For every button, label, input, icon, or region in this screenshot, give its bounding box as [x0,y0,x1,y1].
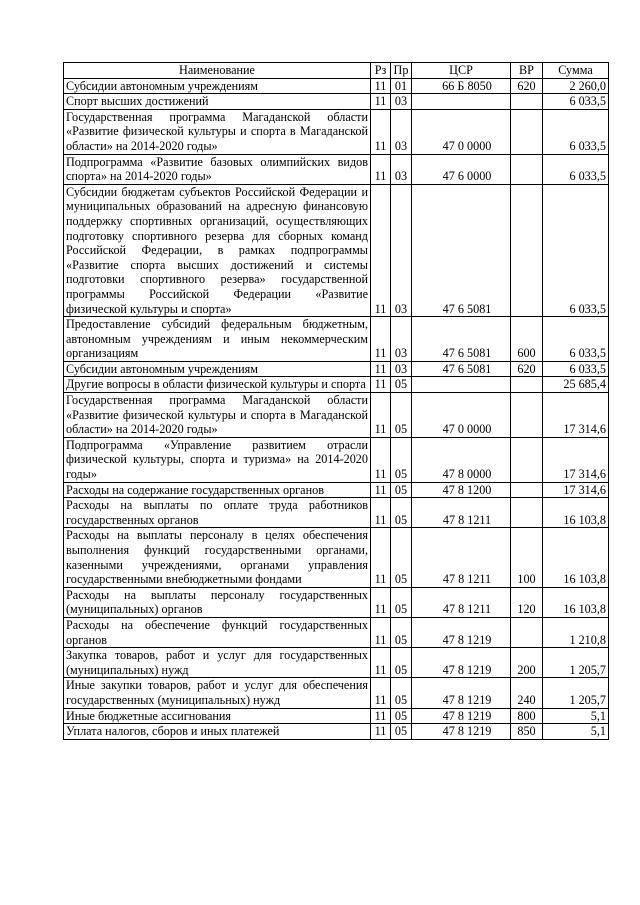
cell-sum: 2 260,0 [543,78,609,94]
cell-name: Закупка товаров, работ и услуг для государственных (муниципальных) нужд [64,648,371,678]
header-vr: ВР [511,63,543,79]
cell-sum: 16 103,8 [543,587,609,617]
cell-sum: 6 033,5 [543,361,609,377]
cell-rz: 11 [371,678,391,708]
cell-pr: 05 [391,648,412,678]
cell-pr: 05 [391,393,412,438]
table-row [64,482,609,498]
cell-sum: 6 033,5 [543,317,609,362]
cell-rz: 11 [371,361,391,377]
cell-name: Субсидии автономным учреждениям [64,78,371,94]
header-name: Наименование [64,63,371,79]
cell-csr [412,94,511,110]
table-row [64,617,609,647]
table-row [64,109,609,154]
table-row [64,724,609,740]
table-header-row [64,63,609,79]
cell-pr: 05 [391,498,412,528]
cell-vr: 240 [511,678,543,708]
cell-csr [412,377,511,393]
cell-vr: 100 [511,528,543,587]
cell-rz: 11 [371,109,391,154]
table-row [64,377,609,393]
table-row [64,154,609,184]
table-row [64,361,609,377]
cell-sum: 6 033,5 [543,154,609,184]
cell-csr: 47 6 5081 [412,184,511,316]
cell-pr: 05 [391,617,412,647]
cell-sum: 17 314,6 [543,393,609,438]
table-row [64,94,609,110]
table-row [64,587,609,617]
cell-name: Расходы на обеспечение функций государственных органов [64,617,371,647]
cell-name: Иные бюджетные ассигнования [64,708,371,724]
cell-pr: 03 [391,361,412,377]
cell-csr: 47 8 1219 [412,678,511,708]
cell-sum: 1 205,7 [543,678,609,708]
cell-rz: 11 [371,393,391,438]
cell-pr: 05 [391,724,412,740]
cell-vr [511,109,543,154]
cell-rz: 11 [371,94,391,110]
cell-sum: 17 314,6 [543,482,609,498]
cell-rz: 11 [371,482,391,498]
cell-sum: 1 210,8 [543,617,609,647]
cell-name: Государственная программа Магаданской области «Развитие физической культуры и спорта в Магаданской области» на 2014-2020 годы» [64,109,371,154]
header-pr: Пр [391,63,412,79]
cell-sum: 25 685,4 [543,377,609,393]
cell-sum: 5,1 [543,708,609,724]
cell-pr: 05 [391,587,412,617]
cell-csr: 47 8 1219 [412,724,511,740]
cell-rz: 11 [371,498,391,528]
table-row [64,498,609,528]
table-row [64,78,609,94]
cell-vr: 850 [511,724,543,740]
cell-pr: 05 [391,528,412,587]
header-csr: ЦСР [412,63,511,79]
cell-name: Расходы на выплаты персоналу в целях обеспечения выполнения функций государственными органами, казенными учреждениями, органами управления государственными внебюджетными фондами [64,528,371,587]
cell-name: Спорт высших достижений [64,94,371,110]
cell-pr: 05 [391,678,412,708]
cell-pr: 03 [391,109,412,154]
cell-rz: 11 [371,648,391,678]
cell-csr: 47 6 0000 [412,154,511,184]
cell-name: Субсидии автономным учреждениям [64,361,371,377]
cell-vr: 620 [511,78,543,94]
cell-name: Уплата налогов, сборов и иных платежей [64,724,371,740]
cell-sum: 6 033,5 [543,184,609,316]
cell-vr [511,184,543,316]
cell-csr: 47 8 0000 [412,437,511,482]
cell-name: Подпрограмма «Управление развитием отрасли физической культуры, спорта и туризма» на 2014-2020 годы» [64,437,371,482]
cell-pr: 05 [391,377,412,393]
cell-rz: 11 [371,708,391,724]
budget-table [63,62,609,740]
cell-pr: 03 [391,184,412,316]
cell-sum: 6 033,5 [543,109,609,154]
cell-vr [511,393,543,438]
cell-csr: 47 8 1211 [412,587,511,617]
cell-vr: 800 [511,708,543,724]
cell-rz: 11 [371,377,391,393]
cell-name: Расходы на содержание государственных органов [64,482,371,498]
cell-name: Расходы на выплаты по оплате труда работников государственных органов [64,498,371,528]
table-row [64,648,609,678]
header-sum: Сумма [543,63,609,79]
cell-vr [511,498,543,528]
table-row [64,708,609,724]
table-body [64,78,609,739]
cell-csr: 47 8 1219 [412,708,511,724]
cell-pr: 03 [391,154,412,184]
cell-name: Расходы на выплаты персоналу государственных (муниципальных) органов [64,587,371,617]
cell-vr: 620 [511,361,543,377]
cell-vr: 600 [511,317,543,362]
cell-name: Государственная программа Магаданской области «Развитие физической культуры и спорта в Магаданской области» на 2014-2020 годы» [64,393,371,438]
cell-name: Предоставление субсидий федеральным бюджетным, автономным учреждениям и иным некоммерческим организациям [64,317,371,362]
cell-sum: 6 033,5 [543,94,609,110]
cell-csr: 47 8 1219 [412,617,511,647]
cell-pr: 01 [391,78,412,94]
cell-vr: 200 [511,648,543,678]
cell-vr [511,154,543,184]
cell-rz: 11 [371,528,391,587]
cell-name: Субсидии бюджетам субъектов Российской Федерации и муниципальных образований на адресную финансовую поддержку спортивных организаций, осуществляющих подготовку спортивного резерва для сборных команд Российской Федерации, в рамках подпрограммы «Развитие спорта высших достижений и системы подготовки спортивного резерва» государственной программы Российской Федерации «Развитие физической культуры и спорта» [64,184,371,316]
cell-pr: 03 [391,94,412,110]
cell-vr: 120 [511,587,543,617]
cell-rz: 11 [371,78,391,94]
cell-sum: 16 103,8 [543,498,609,528]
cell-csr: 47 8 1211 [412,528,511,587]
cell-rz: 11 [371,617,391,647]
cell-pr: 03 [391,317,412,362]
cell-name: Иные закупки товаров, работ и услуг для обеспечения государственных (муниципальных) нужд [64,678,371,708]
document-page [63,62,608,740]
cell-pr: 05 [391,482,412,498]
cell-csr: 47 8 1200 [412,482,511,498]
cell-sum: 17 314,6 [543,437,609,482]
cell-csr: 47 8 1219 [412,648,511,678]
cell-rz: 11 [371,154,391,184]
cell-csr: 47 0 0000 [412,393,511,438]
cell-rz: 11 [371,724,391,740]
cell-csr: 47 6 5081 [412,317,511,362]
table-row [64,528,609,587]
cell-rz: 11 [371,184,391,316]
cell-vr [511,377,543,393]
cell-csr: 47 6 5081 [412,361,511,377]
table-row [64,437,609,482]
cell-csr: 47 0 0000 [412,109,511,154]
table-row [64,678,609,708]
cell-sum: 16 103,8 [543,528,609,587]
cell-vr [511,94,543,110]
cell-name: Другие вопросы в области физической культуры и спорта [64,377,371,393]
cell-pr: 05 [391,437,412,482]
cell-vr [511,617,543,647]
cell-name: Подпрограмма «Развитие базовых олимпийских видов спорта» на 2014-2020 годы» [64,154,371,184]
cell-rz: 11 [371,587,391,617]
cell-csr: 66 Б 8050 [412,78,511,94]
cell-sum: 1 205,7 [543,648,609,678]
cell-vr [511,482,543,498]
table-row [64,393,609,438]
table-row [64,184,609,316]
cell-sum: 5,1 [543,724,609,740]
cell-csr: 47 8 1211 [412,498,511,528]
cell-rz: 11 [371,317,391,362]
cell-pr: 05 [391,708,412,724]
table-row [64,317,609,362]
cell-rz: 11 [371,437,391,482]
header-rz: Рз [371,63,391,79]
cell-vr [511,437,543,482]
